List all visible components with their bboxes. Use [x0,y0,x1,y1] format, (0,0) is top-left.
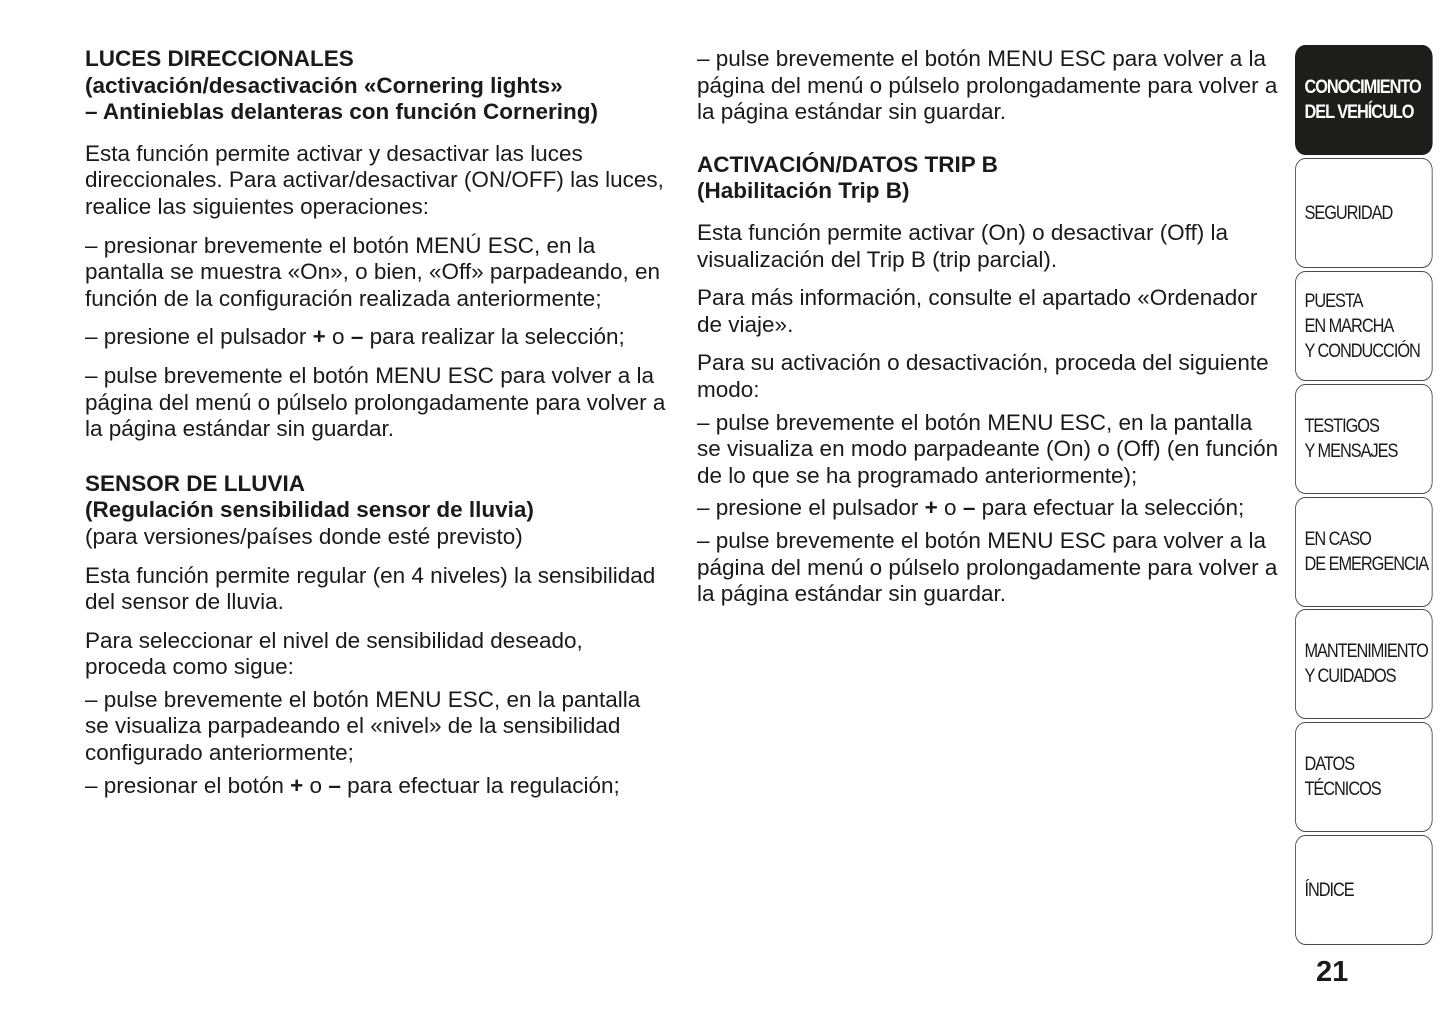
paragraph: Esta función permite activar (On) o desactivar (Off) la visualización del Trip B (trip parcial). [697,219,1229,272]
section-subtitle: (activación/desactivación «Cornering lights» [85,72,563,98]
tab-mantenimiento[interactable] [1295,609,1433,719]
text: – presione el pulsador [85,324,313,350]
section-cornering-lights [85,46,670,126]
section-subtitle: (Regulación sensibilidad sensor de lluvia) [85,497,534,523]
tab-conocimiento-del-vehiculo[interactable] [1295,45,1433,155]
paragraph [697,495,1282,522]
plus-symbol: + [924,495,938,521]
text: para efectuar la regulación; [340,772,620,798]
section-rain-sensor [85,471,670,551]
tab-en-caso-de-emergencia[interactable] [1295,497,1433,607]
section-note: (para versiones/países donde esté previsto) [85,523,523,549]
minus-symbol: – [350,324,364,350]
tab-label: PUESTA EN MARCHA Y CONDUCCIÓN [1304,290,1420,362]
text: o [303,772,329,798]
paragraph [85,324,670,351]
tab-datos-tecnicos[interactable] [1295,722,1433,832]
minus-symbol: – [328,772,341,798]
paragraph: – pulse brevemente el botón MENU ESC, en la pantalla se visualiza en modo parpadeante (On) o (Off) (en función de lo que se ha programado anteriormente); [697,409,1279,488]
section-subtitle: (Habilitación Trip B) [697,178,910,204]
section-title: SENSOR DE LLUVIA [85,470,306,496]
paragraph: – pulse brevemente el botón MENU ESC para volver a la página del menú o púlselo prolongadamente para volver a la página estándar sin guardar. [697,527,1278,607]
text: – presionar el botón [85,772,291,798]
section-trip-b [697,152,1282,205]
text: o [937,495,963,521]
tab-label: SEGURIDAD [1304,202,1393,224]
text: para efectuar la selección; [975,495,1245,521]
tab-label: CONOCIMIENTO DEL VEHÍCULO [1304,77,1421,123]
tab-testigos-y-mensajes[interactable] [1295,384,1433,494]
tab-label: EN CASO DE EMERGENCIA [1304,529,1429,575]
paragraph: Para su activación o desactivación, proceda del siguiente modo: [697,350,1269,402]
paragraph: – pulse brevemente el botón MENU ESC para volver a la página del menú o púlselo prolongadamente para volver a la página estándar sin guardar. [697,46,1278,125]
tab-label: ÍNDICE [1304,879,1354,901]
text: o [325,324,351,350]
paragraph: Esta función permite regular (en 4 niveles) la sensibilidad del sensor de lluvia. [85,562,656,615]
tab-label: MANTENIMIENTO Y CUIDADOS [1304,641,1428,687]
paragraph: – pulse brevemente el botón MENU ESC para volver a la página del menú o púlselo prolongadamente para volver a la página estándar sin guardar. [85,362,666,442]
tab-label: TESTIGOS Y MENSAJES [1304,416,1398,462]
paragraph: Esta función permite activar y desactivar las luces direccionales. Para activar/desactivar (ON/OFF) las luces, realice las siguientes operaciones: [85,140,664,219]
paragraph: Para seleccionar el nivel de sensibilidad deseado, proceda como sigue: [85,627,583,680]
section-title: LUCES DIRECCIONALES [85,46,354,71]
page-number: 21 [1316,956,1349,988]
paragraph: – pulse brevemente el botón MENU ESC, en la pantalla se visualiza parpadeando el «nivel» de la sensibilidad configurado anteriormente; [85,686,641,766]
section-title: ACTIVACIÓN/DATOS TRIP B [697,151,998,177]
tab-puesta-en-marcha[interactable] [1295,271,1433,381]
plus-symbol: + [290,772,304,798]
paragraph [85,773,670,800]
tab-label: DATOS TÉCNICOS [1304,754,1381,800]
left-column [85,46,670,799]
tab-indice[interactable] [1295,835,1433,945]
paragraph: Para más información, consulte el apartado «Ordenador de viaje». [697,285,1258,337]
plus-symbol: + [312,324,326,350]
minus-symbol: – [962,495,976,521]
right-column [697,46,1282,608]
section-subtitle: – Antinieblas delanteras con función Cornering) [85,99,598,125]
paragraph: – presionar brevemente el botón MENÚ ESC, en la pantalla se muestra «On», o bien, «Off» parpadeando, en función de la configuración realizada anteriormente; [85,232,660,311]
text: para realizar la selección; [363,324,625,350]
text: – presione el pulsador [697,495,925,521]
tab-seguridad[interactable] [1295,158,1433,268]
